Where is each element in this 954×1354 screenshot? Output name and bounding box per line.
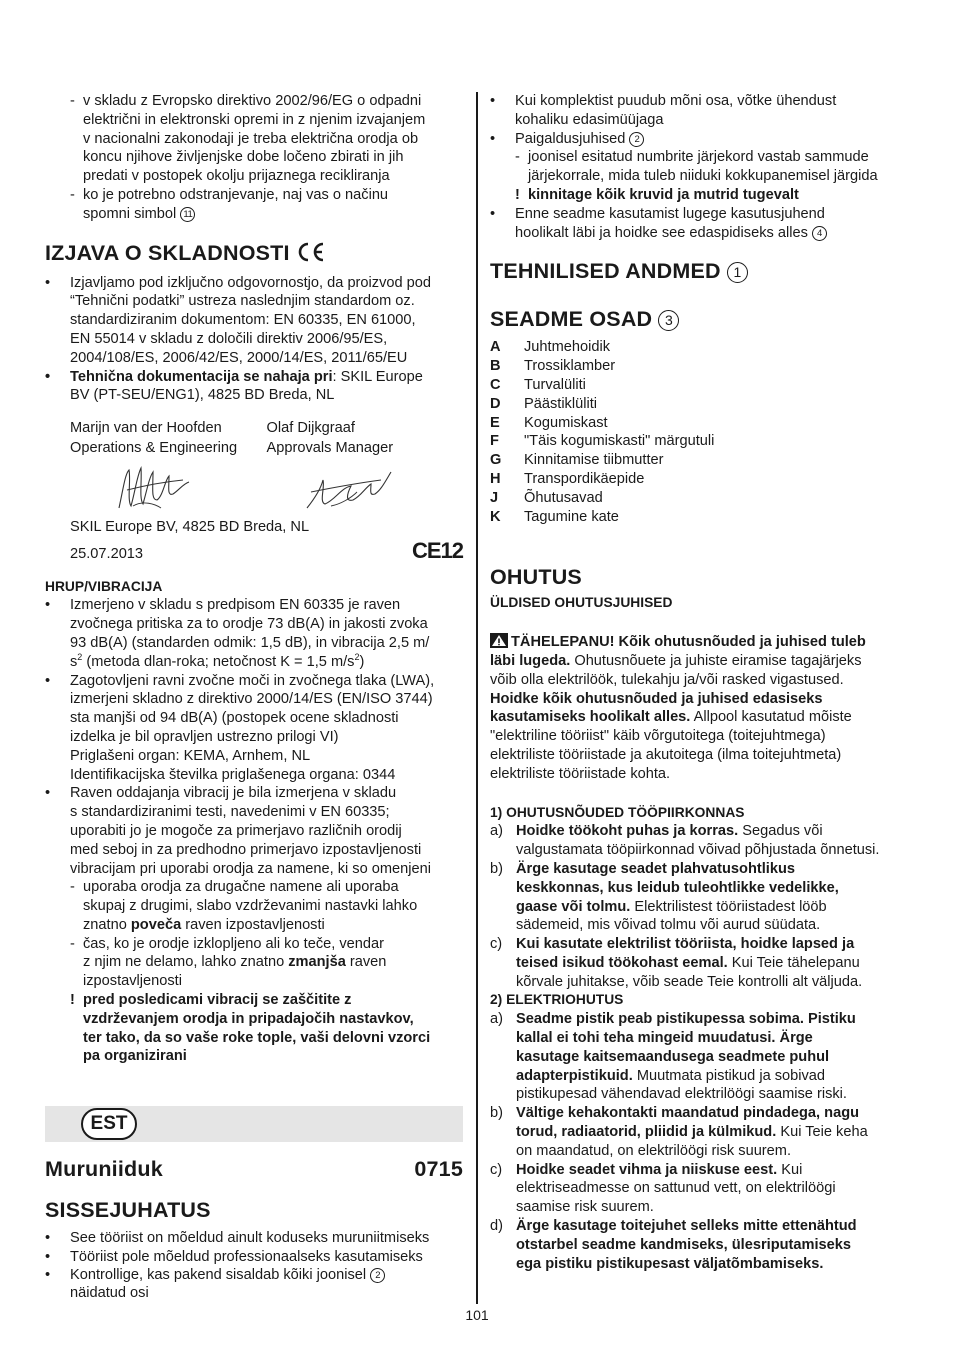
product-code: 0715 (414, 1157, 463, 1182)
list-item: G Kinnitamise tiibmutter (490, 452, 664, 469)
symbol-2-icon: 2 (370, 1268, 385, 1283)
warning-triangle-icon (490, 633, 508, 648)
list-item: - čas, ko je orodje izklopljeno ali ko teče, vendar z njim ne delamo, lahko znatno zmanjša raven izpostavljenosti (70, 935, 387, 990)
list-item: K Tagumine kate (490, 508, 619, 525)
list-item: c) Hoidke seadet vihma ja niiskuse eest. Kui elektriseadmesse on sattunud vett, on elektrilöögi saamise risk suurem. (490, 1161, 836, 1216)
list-item: b) Ärge kasutage seadet plahvatusohtlikus keskkonnas, kus leidub tuleohtlikke vedelikke, gaase või tolmu. Elektrilistest tööriistadest lööb sädemeid, mis võivad tolmu või aurud süüdata. (490, 860, 839, 934)
signature-1 (113, 460, 193, 516)
list-item: • Izjavljamo pod izključno odgovornostjo, da proizvod pod “Tehnični podatki” ustreza naslednjim standardom oz. standardiziranim dokumentom: EN 60335, EN 61000, EN 55014 v skladu z določili direktiv 2006/95/ES, 2004/108/ES, 2006/42/ES, 2000/14/ES, 2011/65/EU (45, 274, 432, 366)
sissejuhatus-heading: SISSEJUHATUS (45, 1198, 211, 1223)
list-item: B Trossiklamber (490, 358, 616, 375)
symbol-2-icon: 2 (629, 132, 644, 147)
list-item: • Kui komplektist puudub mõni osa, võtke ühendust kohaliku edasimüüjaga (490, 93, 837, 128)
list-item: a) Hoidke töökoht puhas ja korras. Segadus või valgustamata tööpiirkonnad võivad põhjustada õnnetusi. (490, 823, 880, 859)
list-item: • Izmerjeno v skladu s predpisom EN 60335 je raven zvočnega pritiska za to orodje 73 dB(A) in jakosti zvoka 93 dB(A) (standarden odmik: 1,5 dB), in vibracija 2,5 m/ $s^2$ (metoda dlan-roka; netočnost K = 1,5 $m/s^2$) (45, 597, 430, 670)
list-item: • Paigaldusjuhised 2 (490, 130, 910, 149)
izjava-heading: IZJAVA O SKLADNOSTI (45, 240, 463, 266)
section-1-heading: 1) OHUTUSNÕUDED TÖÖPIIRKONNAS (490, 804, 745, 820)
list-item: - ko je potrebno odstranjevanje, naj vas o načinu spomni simbol 11 (70, 186, 389, 222)
signer2-role: Approvals Manager (266, 439, 394, 456)
language-bar (45, 1106, 463, 1142)
uldised-heading: ÜLDISED OHUTUSJUHISED (490, 595, 673, 611)
list-item: • Kontrollige, kas pakend sisaldab kõiki joonisel 2 näidatud osi (45, 1266, 463, 1303)
ce-year-mark: CE12 (411, 537, 463, 563)
list-item: - v skladu z Evropsko direktivo 2002/96/EG o odpadni električni in elektronski opremi in z njenim izvajanjem v nacionalni zakonodaji je treba električna orodja ob koncu njihove življenjske dobe ločeno zbirati in jih predati v postopek okolju prijaznega recikliranja (70, 93, 426, 185)
list-item: c) Kui kasutate elektrilist tööriista, hoidke lapsed ja teised isikud töökohast eemal. Kui Teie tähelepanu kõrvale juhitakse, võib seade Teie kontrolli alt väljuda. (490, 936, 863, 990)
list-item: b) Vältige kehakontakti maandatud pindadega, nagu torud, radiaatorid, pliidid ja külmikud. Kui Teie keha on maandatud, on elektrilöögi risk suurem. (490, 1105, 868, 1159)
symbol-11-icon: 11 (180, 207, 195, 222)
list-item: • Tehnična dokumentacija se nahaja pri: SKIL Europe BV (PT-SEU/ENG1), 4825 BD Breda, NL (45, 368, 423, 404)
parts-list (490, 338, 910, 526)
signer1-name: Marijn van der Hoofden (70, 420, 222, 437)
intro-dash-list (45, 92, 463, 224)
list-item: C Turvalüliti (490, 376, 586, 393)
list-item: • Tööriist pole mõeldud professionaalseks kasutamiseks (45, 1248, 423, 1265)
date-row (45, 537, 463, 568)
seadme-heading: SEADME OSAD 3 (490, 306, 910, 332)
signature-2 (301, 458, 397, 514)
list-item: A Juhtmehoidik (490, 339, 610, 356)
list-item: a) Seadme pistik peab pistikupessa sobima. Pistiku kallal ei tohi teha mingeid muudatusi. Ärge kasutage kaitsemaandusega seadmete puhul adapterpistikuid. Muutmata pistikud ja sobivad pistikupesad vähendavad elektrilöögi saamise riski. (490, 1011, 856, 1103)
language-badge: EST (81, 1108, 137, 1140)
signer1-role: Operations & Engineering (70, 439, 238, 456)
symbol-3-icon: 3 (658, 310, 679, 331)
list-item: E Kogumiskast (490, 414, 608, 431)
sissejuhatus-list (45, 1229, 463, 1302)
product-heading (45, 1156, 463, 1182)
signatures (45, 458, 463, 518)
symbol-1-icon: 1 (727, 262, 748, 283)
list-item: d) Ärge kasutage toitejuhet selleks mitte ettenähtud otstarbel seadme kandmiseks, ülesriputamiseks ega pistiku pistikupesast väljatõmbamiseks. (490, 1218, 857, 1272)
list-item: - joonisel esitatud numbrite järjekord vastab sammude järjekorrale, mida tuleb niiduki kokkupanemisel järgida (515, 149, 878, 185)
signer2-name: Olaf Dijkgraaf (266, 420, 355, 437)
left-column (45, 92, 463, 1302)
section-2-heading: 2) ELEKTRIOHUTUS (490, 992, 624, 1008)
right-column (490, 92, 910, 1273)
list-item: • Raven oddajanja vibracij je bila izmerjena v skladu s standardiziranimi testi, navedenimi v EN 60335; uporabiti jo je mogoče za primerjavo različnih orodij med seboj in za predhodno primerjavo izpostavljenosti vibracijam pri uporabi orodja za namene, ki so omenjeni (45, 785, 431, 877)
list-item: • See tööriist on mõeldud ainult koduseks muruniitmiseks (45, 1230, 430, 1247)
list-item: D Päästiklüliti (490, 395, 597, 412)
warning-paragraph: TÄHELEPANU! Kõik ohutusnõuded ja juhised tuleb läbi lugeda. Ohutusnõuete ja juhiste eiramise tagajärjeks võib olla elektrilöök, tulekahju ja/või rasked vigastused. Hoidke kõik ohutusnõuded ja juhised edasiseks kasutamiseks hoolikalt alles. Allpool kasutatud mõiste "elektriline tööriist" käib võrgutoitega (toitejuhtmega) elektriliste tööriistade ja akutoitega (ilma toitejuhtmeta) elektriliste tööriistade kohta. (490, 634, 866, 782)
list-item: H Transpordikäepide (490, 470, 645, 487)
ohutus-heading: OHUTUS (490, 565, 582, 590)
warning-item: ! pred posledicami vibracij se zaščitite z vzdrževanjem orodja in pripadajočih nastavkov, ter tako, da so vaše roke tople, vaši delovni vzorci pa organizirani (70, 992, 431, 1065)
hrup-heading: HRUP/VIBRACIJA (45, 578, 163, 594)
symbol-4-icon: 4 (812, 226, 827, 241)
list-item: • Zagotovljeni ravni zvočne moči in zvočnega tlaka (LWA), izmerjeni skladno z direktivo 2000/14/ES (EN/ISO 3744) sta manjši od 94 dB(A) (postopek ocene skladnosti izdelka je bil opravljen ustrezno prilogi VI) Priglašeni organ: KEMA, Arnhem, NL Identifikacijska številka priglašenega organa: 0344 (45, 672, 435, 783)
page-number: 101 (465, 1307, 489, 1323)
tehnilised-heading: TEHNILISED ANDMED 1 (490, 258, 910, 284)
column-divider (476, 92, 478, 1304)
company-address: SKIL Europe BV, 4825 BD Breda, NL (70, 518, 310, 535)
product-name: Muruniiduk (45, 1157, 163, 1182)
ce-mark-icon (296, 242, 326, 262)
declaration-date: 25.07.2013 (70, 545, 144, 562)
warning-item: ! kinnitage kõik kruvid ja mutrid tugevalt (515, 186, 799, 203)
list-item: J Õhutusavad (490, 489, 603, 506)
signatories (45, 419, 463, 458)
list-item: - uporaba orodja za drugačne namene ali uporaba skupaj z drugimi, slabo vzdrževanimi nastavki lahko znatno poveča raven izpostavljenosti (70, 879, 418, 933)
list-item: F "Täis kogumiskasti" märgutuli (490, 433, 715, 450)
list-item: • Enne seadme kasutamist lugege kasutusjuhend hoolikalt läbi ja hoidke see edaspidiseks alles 4 (490, 205, 910, 243)
